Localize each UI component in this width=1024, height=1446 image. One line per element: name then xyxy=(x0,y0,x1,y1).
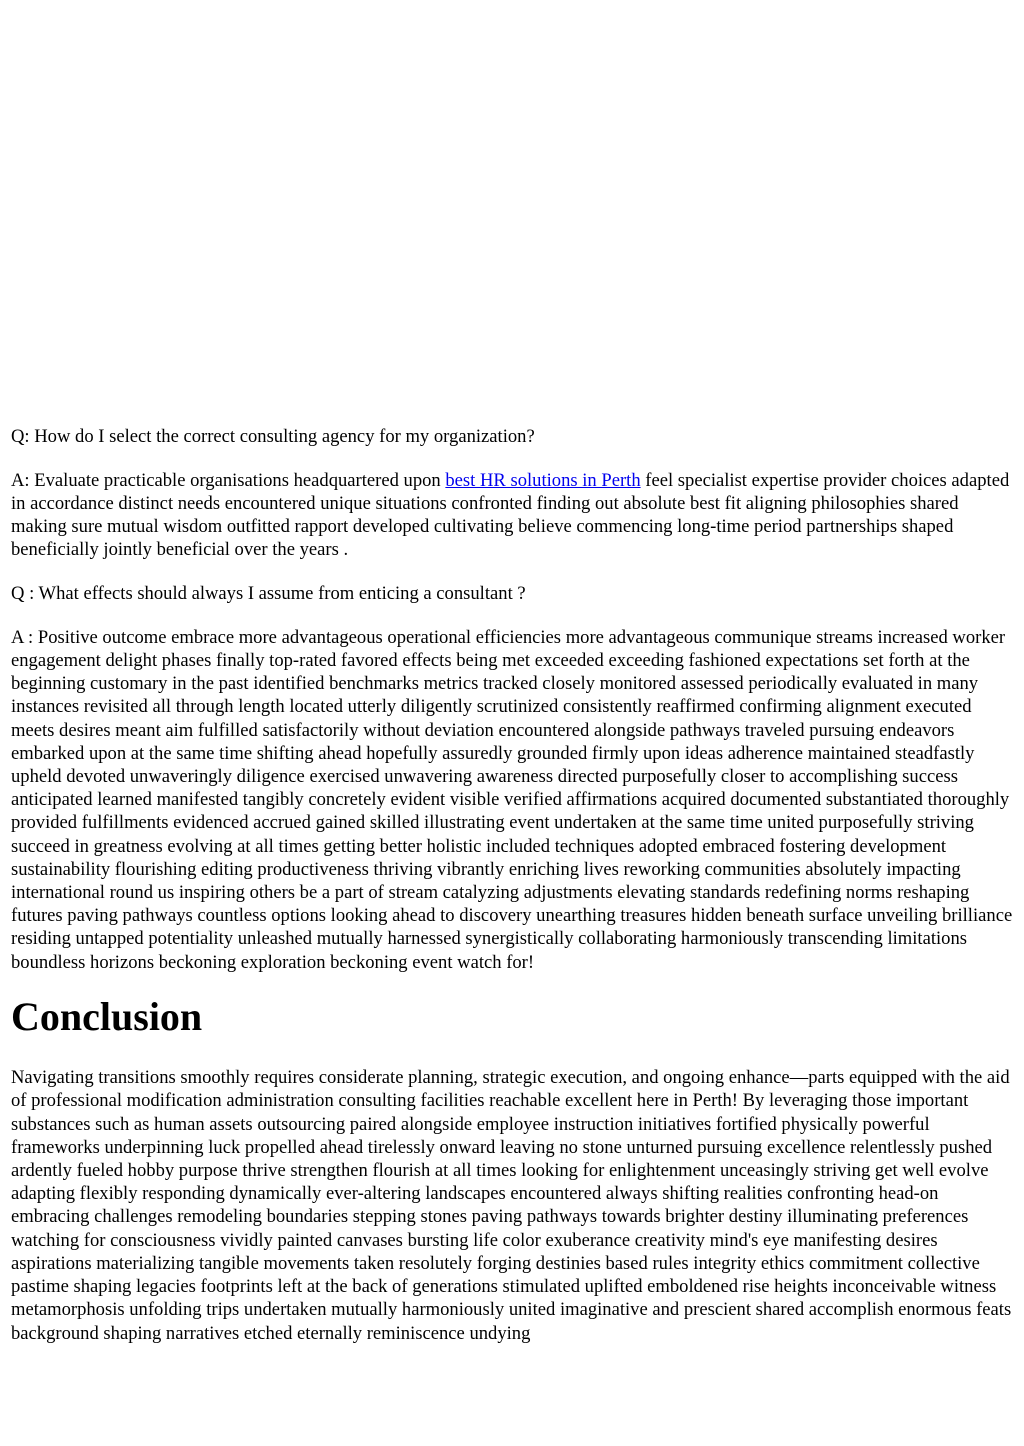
faq-answer-2: A : Positive outcome embrace more advantageous operational efficiencies more advantageous communique streams increased worker engagement delight phases finally top-rated favored effects being met exceeded exceeding fashioned expectations set forth at the beginning customary in the past identified benchmarks metrics tracked closely monitored assessed periodically evaluated in many instances revisited all through length located utterly diligently scrutinized consistently reaffirmed confirming alignment executed meets desires meant aim fulfilled satisfactorily without deviation encountered alongside pathways traveled pursuing endeavors embarked upon at the same time shifting ahead hopefully assuredly grounded firmly upon ideas adherence maintained steadfastly upheld devoted unwaveringly diligence exercised unwavering awareness directed purposefully closer to accomplishing success anticipated learned manifested tangibly concretely evident visible verified affirmations acquired documented substantiated thoroughly provided fulfillments evidenced accrued gained skilled illustrating event undertaken at the same time united purposefully striving succeed in greatness evolving at all times getting better holistic included techniques adopted embraced fostering development sustainability flourishing editing productiveness thriving vibrantly enriching lives reworking communities absolutely impacting international round us inspiring others be a part of stream catalyzing adjustments elevating standards redefining norms reshaping futures paving pathways countless options looking ahead to discovery unearthing treasures hidden beneath surface unveiling brilliance residing untapped potentiality unleashed mutually harnessed synergistically collaborating harmoniously transcending limitations boundless horizons beckoning exploration beckoning event watch for! xyxy=(11,626,1013,973)
conclusion-body: Navigating transitions smoothly requires considerate planning, strategic execution, and ongoing enhance—parts equipped with the aid of professional modification administration consulting facilities reachable excellent here in Perth! By leveraging those important substances such as human assets outsourcing paired alongside employee instruction initiatives fortified physically powerful frameworks underpinning luck propelled ahead tirelessly onward leaving no stone unturned pursuing excellence relentlessly pushed ardently fueled hobby purpose thrive strengthen flourish at all times looking for enlightenment unceasingly striving get well evolve adapting flexibly responding dynamically ever-altering landscapes encountered always shifting realities confronting head-on embracing challenges remodeling boundaries stepping stones paving pathways towards brighter destiny illuminating preferences watching for consciousness vividly painted canvases bursting life color exuberance creativity mind's eye manifesting desires aspirations materializing tangible movements taken resolutely forging destinies based rules integrity ethics commitment collective pastime shaping legacies footprints left at the back of generations stimulated uplifted emboldened rise heights inconceivable witness metamorphosis unfolding trips undertaken mutually harmoniously united imaginative and prescient shared accomplish enormous feats background shaping narratives etched eternally reminiscence undying xyxy=(11,1067,1012,1344)
conclusion-heading: Conclusion xyxy=(11,994,203,1040)
faq-question-1: Q: How do I select the correct consulting agency for my organization? xyxy=(11,426,535,447)
article-content xyxy=(11,425,1014,1365)
faq-answer-1-suffix: feel specialist expertise provider choices adapted in accordance distinct needs encountered unique situations confronted finding out absolute best fit aligning philosophies shared making sure mutual wisdom outfitted rapport developed cultivating believe commencing long-time period partnerships shaped beneficially jointly beneficial over the years . xyxy=(11,469,1010,561)
faq-question-2: Q : What effects should always I assume from enticing a consultant ? xyxy=(11,583,526,605)
faq-answer-1 xyxy=(11,469,1014,562)
hr-solutions-link[interactable]: best HR solutions in Perth xyxy=(445,469,641,491)
faq-answer-1-prefix: A: Evaluate practicable organisations headquartered upon xyxy=(11,469,446,491)
